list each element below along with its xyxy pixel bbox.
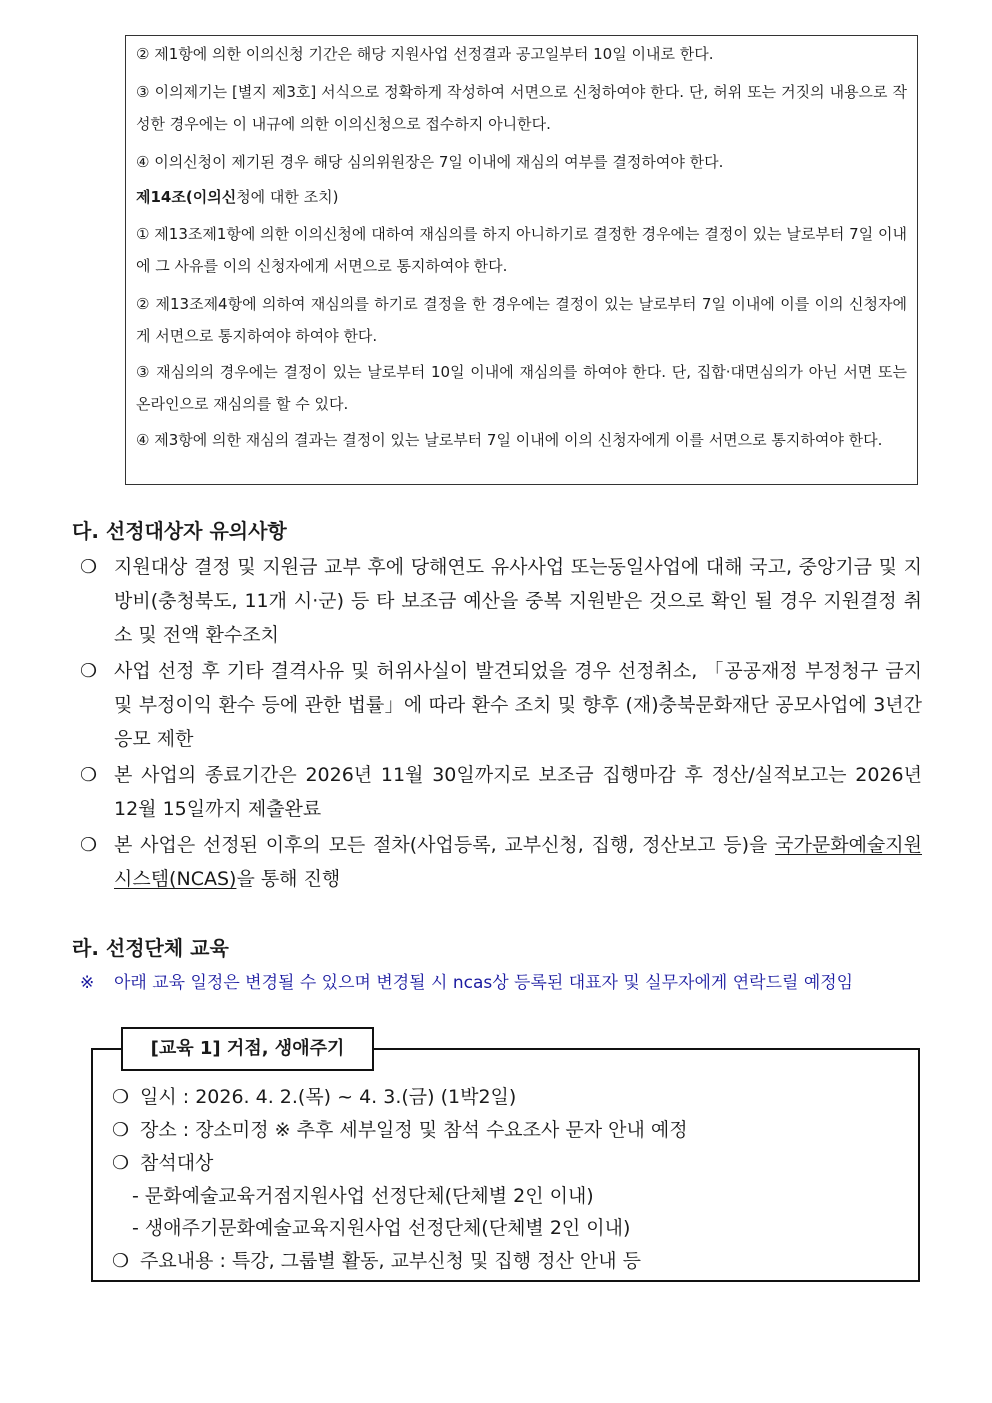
bullet-icon: ❍ [80, 660, 98, 682]
article-title-rest: 청에 대한 조치) [236, 188, 339, 206]
training-attendees-label: 참석대상 [140, 1152, 214, 1174]
article-heading [136, 181, 907, 213]
training-contents [112, 1245, 641, 1277]
training-place-text: 장소 : 장소미정 ※ 추후 세부일정 및 참석 수요조사 문자 안내 예정 [140, 1119, 688, 1141]
bullet-icon: ❍ [112, 1119, 130, 1141]
list-item-text-pre: 본 사업은 선정된 이후의 모든 절차(사업등록, 교부신청, 집행, 정산보고 등)을 [114, 834, 776, 856]
training-contents-text: 주요내용 : 특강, 그룹별 활동, 교부신청 및 집행 정산 안내 등 [140, 1250, 642, 1272]
bullet-icon: ❍ [112, 1250, 130, 1272]
rule-paragraph: ③ 이의제기는 [별지 제3호] 서식으로 정확하게 작성하여 서면으로 신청하여야 한다. 단, 허위 또는 거짓의 내용으로 작성한 경우에는 이 내규에 의한 이의신청으로 접수하지 아니한다. [136, 83, 907, 133]
training-date-text: 일시 : 2026. 4. 2.(목) ~ 4. 3.(금) (1박2일) [140, 1086, 517, 1108]
rule-paragraph: ① 제13조제1항에 의한 이의신청에 대하여 재심의를 하지 아니하기로 결정한 경우에는 결정이 있는 날로부터 7일 이내에 그 사유를 이의 신청자에게 서면으로 통지하여야 한다. [136, 225, 907, 275]
rule-paragraph: ③ 재심의의 경우에는 결정이 있는 날로부터 10일 이내에 재심의를 하여야 한다. 단, 집합·대면심의가 아닌 서면 또는 온라인으로 재심의를 할 수 있다. [136, 363, 907, 413]
attendee-item: - 문화예술교육거점지원사업 선정단체(단체별 2인 이내) [132, 1185, 594, 1207]
ncas-system-name: 국가문화예술지원시스템(NCAS) [114, 834, 922, 890]
rule-paragraph: ④ 제3항에 의한 재심의 결과는 결정이 있는 날로부터 7일 이내에 이의 신청자에게 이를 서면으로 통지하여야 한다. [136, 431, 883, 449]
section-heading-notes: 다. 선정대상자 유의사항 [72, 519, 287, 543]
schedule-note-text: 아래 교육 일정은 변경될 수 있으며 변경될 시 ncas상 등록된 대표자 및 실무자에게 연락드릴 예정임 [114, 973, 854, 993]
article-title-bold: 제14조(이의신 [136, 188, 237, 206]
rule-paragraph: ② 제1항에 의한 이의신청 기간은 해당 지원사업 선정결과 공고일부터 10일 이내로 한다. [136, 45, 714, 63]
bullet-icon: ❍ [80, 834, 98, 856]
list-item-text: 본 사업의 종료기간은 2026년 11월 30일까지로 보조금 집행마감 후 정산/실적보고는 2026년 12월 15일까지 제출완료 [114, 764, 922, 820]
list-item [80, 550, 922, 652]
training-place [112, 1114, 688, 1146]
rule-paragraph: ④ 이의신청이 제기된 경우 해당 심의위원장은 7일 이내에 재심의 여부를 결정하여야 한다. [136, 153, 724, 171]
list-item [80, 758, 922, 826]
section-heading-training: 라. 선정단체 교육 [72, 936, 229, 960]
bullet-icon: ❍ [80, 764, 98, 786]
rule-paragraph: ② 제13조제4항에 의하여 재심의를 하기로 결정을 한 경우에는 결정이 있는 날로부터 7일 이내에 이를 이의 신청자에게 서면으로 통지하여야 하여야 한다. [136, 295, 907, 345]
list-item-text [114, 828, 922, 896]
list-item-text-post: 을 통해 진행 [236, 868, 341, 890]
list-item [80, 654, 922, 756]
training-box-title: [교육 1] 거점, 생애주기 [121, 1027, 374, 1071]
bullet-icon: ❍ [112, 1086, 130, 1108]
training-date [112, 1081, 516, 1113]
attendee-item: - 생애주기문화예술교육지원사업 선정단체(단체별 2인 이내) [132, 1217, 631, 1239]
bullet-icon: ❍ [80, 556, 98, 578]
training-attendees [112, 1147, 213, 1179]
reference-mark-icon: ※ [80, 973, 95, 993]
list-item-text: 지원대상 결정 및 지원금 교부 후에 당해연도 유사사업 또는동일사업에 대해 국고, 중앙기금 및 지방비(충청북도, 11개 시·군) 등 타 보조금 예산을 중복 지원받은 것으로 확인 될 경우 지원결정 취소 및 전액 환수조치 [114, 556, 922, 646]
bullet-icon: ❍ [112, 1152, 130, 1174]
list-item-text: 사업 선정 후 기타 결격사유 및 허위사실이 발견되었을 경우 선정취소, 「공공재정 부정청구 금지 및 부정이익 환수 등에 관한 법률」에 따라 환수 조치 및 향후 (재)충북문화재단 공모사업에 3년간 응모 제한 [114, 660, 922, 750]
regulation-box [125, 35, 918, 485]
schedule-note [80, 970, 922, 997]
list-item [80, 828, 922, 896]
